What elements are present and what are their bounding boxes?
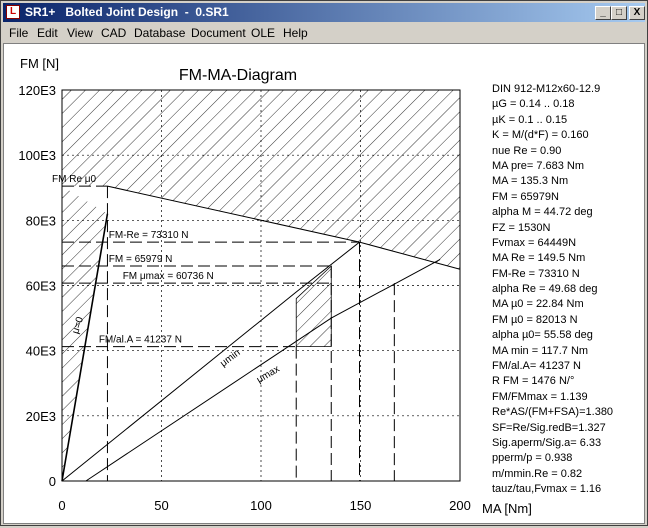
results-panel: [492, 82, 613, 498]
minimize-button[interactable]: _: [595, 6, 611, 20]
result-line: alpha Re = 49.68 deg: [492, 283, 598, 296]
y-tick-label: 80E3: [25, 213, 56, 229]
result-line: µK = 0.1 .. 0.15: [492, 113, 568, 126]
mumin-annotation: μmin: [218, 347, 243, 370]
y-tick-label: 60E3: [25, 278, 56, 294]
menu-help[interactable]: Help: [283, 26, 308, 40]
menu-ole[interactable]: OLE: [251, 26, 276, 40]
menu-document[interactable]: Document: [191, 26, 246, 40]
series-line: [86, 259, 440, 481]
x-tick-label: 100: [250, 498, 272, 513]
result-line: SF=Re/Sig.redB=1.327: [492, 421, 606, 434]
x-tick-label: 200: [449, 498, 471, 513]
x-tick-label: 50: [154, 498, 169, 513]
result-line: µG = 0.14 .. 0.18: [492, 98, 575, 111]
result-line: FZ = 1530N: [492, 221, 551, 234]
result-line: FM/FMmax = 1.139: [492, 390, 588, 403]
result-line: m/mmin.Re = 0.82: [492, 467, 583, 480]
menu-database[interactable]: Database: [134, 26, 186, 40]
result-line: MA µ0 = 22.84 Nm: [492, 298, 584, 311]
x-tick-label: 150: [349, 498, 372, 513]
result-line: FM-Re = 73310 N: [492, 267, 580, 280]
result-line: Re*AS/(FM+FSA)=1.380: [492, 406, 614, 419]
result-line: DIN 912-M12x60-12.9: [492, 83, 601, 95]
y-tick-label: 40E3: [25, 343, 56, 359]
result-line: nue Re = 0.90: [492, 144, 562, 157]
reference-line-label: FM Re μ0: [52, 174, 97, 186]
close-button[interactable]: X: [629, 6, 645, 20]
result-line: alpha M = 44.72 deg: [492, 206, 593, 219]
menu-bar: [3, 23, 645, 42]
result-line: pperm/p = 0.938: [492, 452, 573, 465]
y-tick-label: 100E3: [18, 148, 56, 164]
reference-line-label: FM/al.A = 41237 N: [98, 334, 182, 346]
result-line: FM/al.A= 41237 N: [492, 360, 581, 373]
window-title: SR1+ Bolted Joint Design - 0.SR1: [25, 5, 229, 19]
reference-line-label: FM μmax = 60736 N: [122, 271, 214, 283]
result-line: FM = 65979N: [492, 190, 559, 203]
result-line: alpha µ0= 55.58 deg: [492, 329, 593, 342]
menu-view[interactable]: View: [67, 26, 93, 40]
result-line: MA pre= 7.683 Nm: [492, 159, 585, 172]
result-line: MA = 135.3 Nm: [492, 175, 569, 188]
app-icon[interactable]: L: [6, 5, 20, 19]
result-line: tauz/tau,Fvmax = 1.16: [492, 483, 602, 496]
y-tick-label: 120E3: [18, 83, 56, 98]
menu-edit[interactable]: Edit: [37, 26, 58, 40]
result-line: R FM = 1476 N/°: [492, 375, 575, 388]
y-tick-label: 0: [48, 474, 56, 489]
y-tick-label: 20E3: [25, 408, 56, 424]
result-line: Fvmax = 64449N: [492, 236, 577, 249]
menu-cad[interactable]: CAD: [101, 26, 127, 40]
x-axis-label: MA [Nm]: [482, 501, 532, 516]
result-line: FM µ0 = 82013 N: [492, 313, 578, 326]
diagram-canvas: [3, 43, 645, 524]
result-line: MA min = 117.7 Nm: [492, 344, 589, 357]
reference-line-label: FM-Re = 73310 N: [108, 230, 189, 242]
chart-title: FM-MA-Diagram: [178, 67, 298, 84]
result-line: K = M/(d*F) = 0.160: [492, 129, 589, 142]
reference-line-label: FM = 65979 N: [108, 254, 173, 266]
result-line: Sig.aperm/Sig.a= 6.33: [492, 436, 602, 449]
result-line: MA Re = 149.5 Nm: [492, 252, 586, 265]
maximize-button[interactable]: □: [611, 6, 627, 20]
title-bar[interactable]: [3, 3, 645, 22]
x-tick-label: 0: [58, 498, 66, 513]
mu0-annotation: μ=0: [70, 315, 87, 336]
y-axis-label: FM [N]: [20, 56, 59, 71]
mumax-annotation: μmax: [254, 363, 282, 386]
menu-file[interactable]: File: [9, 26, 29, 40]
